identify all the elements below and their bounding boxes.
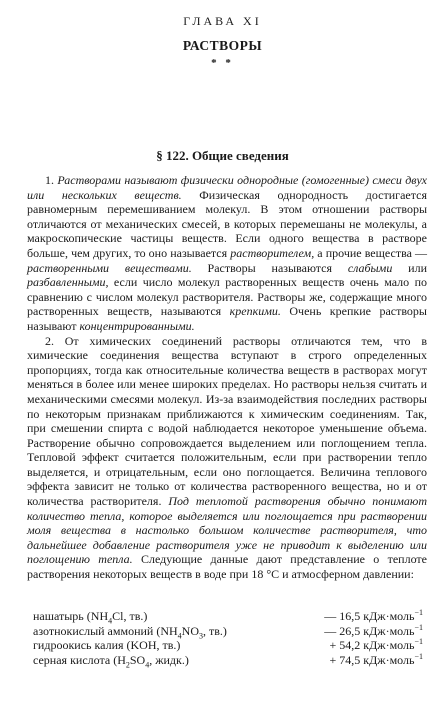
name-part: Cl, тв.) — [112, 609, 148, 623]
substance-name — [33, 609, 147, 624]
heat-value — [324, 609, 423, 624]
section-heading: § 122. Общие сведения — [156, 148, 289, 163]
italic-run: Растворами называют физически однородные (гомогенные) смеси двух или нескольких веществ. — [27, 173, 427, 202]
value-unit: кДж·моль — [363, 609, 415, 623]
value-sign: + — [329, 638, 337, 653]
value-number: 16,5 — [339, 609, 361, 623]
value-number: 54,2 — [339, 638, 361, 653]
value-sign: — — [324, 609, 337, 623]
heat-value — [330, 653, 424, 668]
ornament-stars: * * — [211, 57, 234, 69]
table-row — [33, 624, 423, 639]
name-part: серная кислота (H — [33, 652, 126, 667]
text-run: Растворы называются — [191, 260, 348, 275]
paragraph-1 — [27, 173, 427, 334]
unit-exponent: −1 — [414, 622, 423, 632]
italic-run: концентрированными. — [79, 318, 195, 333]
table-row — [33, 609, 423, 624]
name-part: , жидк.) — [149, 652, 189, 667]
paragraph-2 — [27, 334, 427, 582]
subscript: 3 — [199, 630, 204, 640]
italic-run: растворителем, — [230, 245, 315, 260]
heat-value — [324, 624, 423, 639]
text-run: Физическая однородность достигается равномерным перемешиванием молекул. В этом отношении растворы отличаются от механических смесей, в которых перемешаны не молекулы, а макроскопические частицы веществ. Если одного вещества в растворе больше, чем других, то оно называется — [27, 187, 427, 260]
value-unit: кДж·моль — [363, 623, 415, 638]
italic-run: растворенными веществами. — [27, 260, 192, 275]
text-run: если число молекул растворенных веществ очень мало по сравнению с числом молекул растворителя. Растворы же, содержащие много растворенных веществ, называются — [27, 275, 427, 319]
italic-run: крепкими. — [229, 304, 281, 319]
text-run: 2. От химических соединений растворы отличаются тем, что в химические соединения вещества вступают в строго определенных пропорциях, тогда как относительные количества веществ в растворах могут меняться в более или менее широких пределах. Но растворы нельзя считать и механическими смесями молекул. Из-за взаимодействия последних растворы по некоторым признакам приближаются к химическим соединениям. Так, при смешении спирта с водой наблюдается некоторое уменьшение объема. Растворение обычно сопровождается выделением или поглощением тепла. Тепловой эффект считается положительным, если при растворении тепло выделяется, и отрицательным, если оно поглощается. Величина теплового эффекта зависит не только от количества растворенного вещества, но и от количества растворителя. — [27, 333, 427, 509]
name-part: азотнокислый аммоний (NH — [33, 623, 178, 638]
name-part: нашатырь (NH — [33, 609, 109, 623]
body-text — [27, 173, 427, 582]
table-row — [33, 653, 423, 668]
value-number: 26,5 — [339, 623, 361, 638]
subscript: 4 — [145, 660, 150, 670]
value-sign: + — [329, 652, 337, 667]
text-run: 1. — [45, 173, 58, 187]
unit-exponent: −1 — [414, 608, 423, 617]
subscript: 4 — [108, 616, 113, 626]
text-run: а прочие вещества — — [314, 245, 427, 260]
text-run: Следующие данные дают представление о теплоте растворения некоторых веществ в воде при 18 °С и атмосферном давлении: — [27, 552, 427, 582]
italic-run: разбавленными, — [27, 275, 109, 290]
name-part: гидроокись калия (KOH, тв.) — [33, 638, 181, 653]
name-part: NO — [181, 623, 200, 638]
subscript: 2 — [125, 660, 130, 670]
chapter-title: РАСТВОРЫ — [182, 38, 263, 53]
chapter-heading: ГЛАВА XI — [183, 14, 262, 28]
substance-name — [33, 653, 189, 668]
table-row — [33, 638, 423, 653]
value-sign: — — [324, 623, 337, 638]
name-part: , тв.) — [203, 623, 227, 638]
heat-of-solution-table — [33, 608, 423, 670]
value-unit: кДж·моль — [363, 652, 415, 667]
value-number: 74,5 — [339, 652, 361, 667]
subscript: 4 — [177, 630, 182, 640]
text-run: или — [392, 260, 427, 275]
heat-value — [330, 638, 424, 653]
substance-name — [33, 624, 227, 639]
italic-run: слабыми — [347, 260, 393, 275]
text-run: Очень крепкие растворы называют — [27, 304, 427, 333]
substance-name — [33, 638, 180, 653]
italic-run: Под теплотой растворения обычно понимают количество тепла, которое выделяется или поглощается при растворении моля вещества в настолько большом количестве растворителя, что дальнейшее добавление растворителя уже не приводит к выделению или поглощению тепла. — [27, 494, 427, 567]
unit-exponent: −1 — [414, 651, 423, 661]
value-unit: кДж·моль — [363, 638, 415, 653]
name-part: SO — [129, 652, 146, 667]
unit-exponent: −1 — [414, 637, 423, 647]
